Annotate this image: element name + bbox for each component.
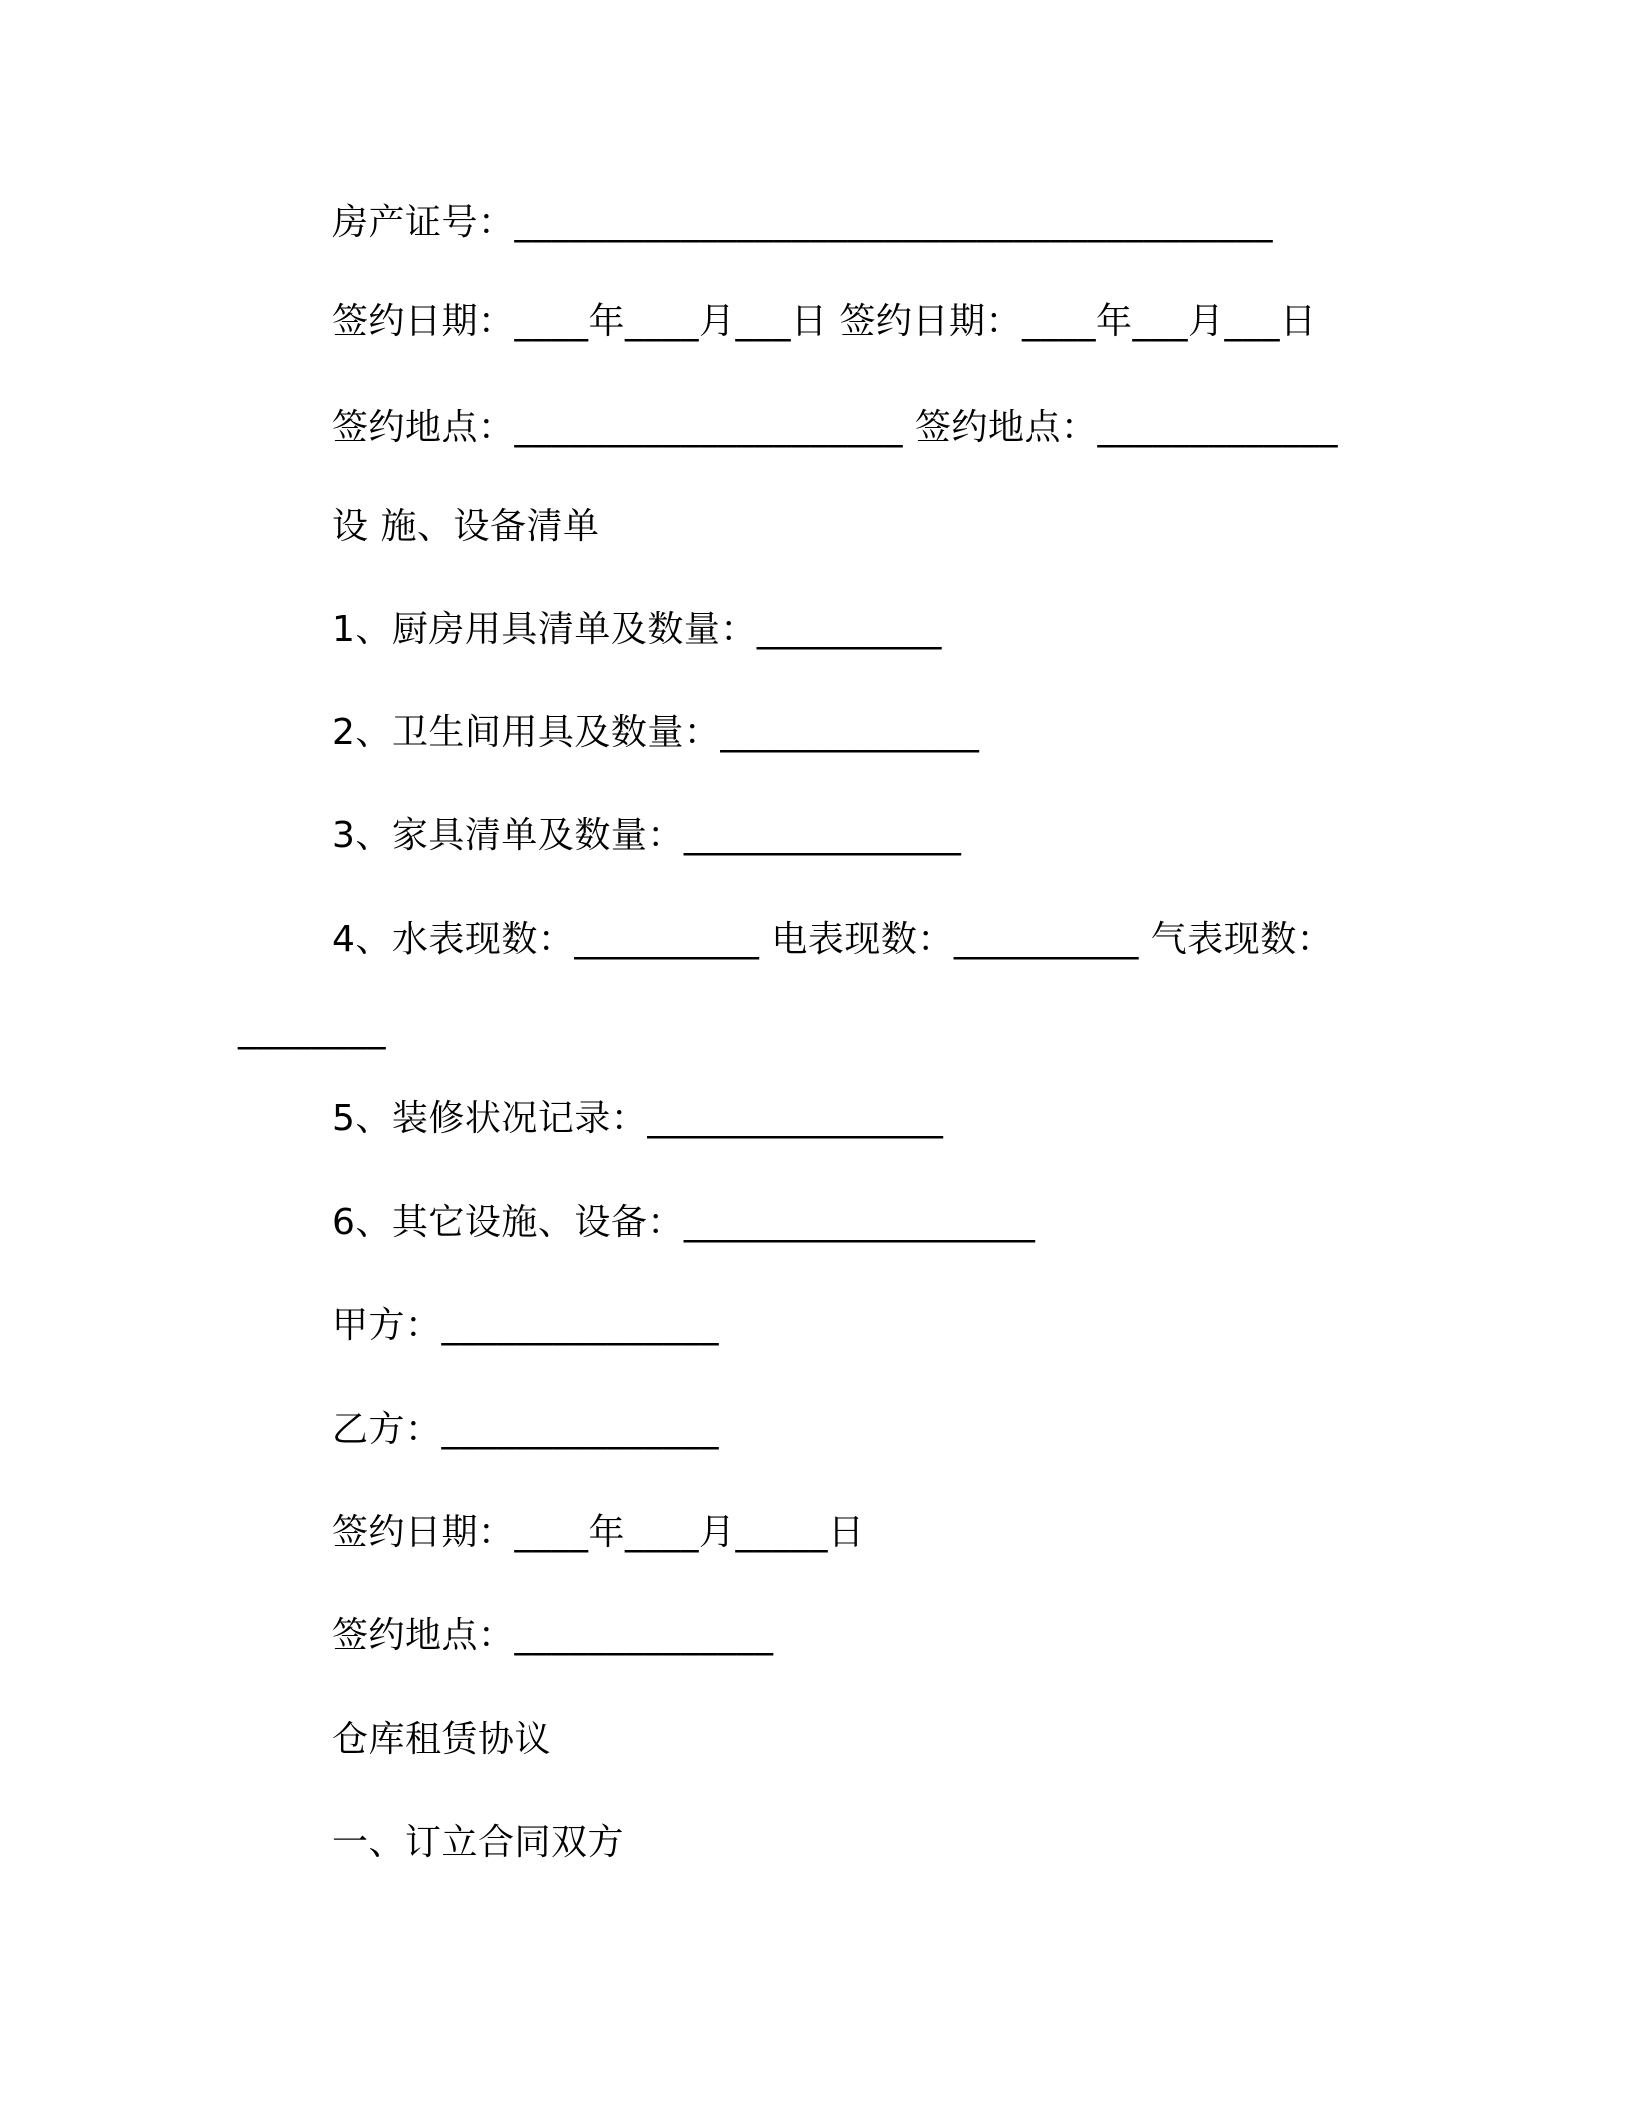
warehouse-lease-title: 仓库租赁协议 — [332, 1719, 552, 1760]
signing-date-line: 签约日期：____年____月___日 签约日期：____年___月___日 — [332, 301, 1317, 342]
furniture-list-line: 3、家具清单及数量：_______________ — [332, 815, 962, 856]
kitchen-items-line: 1、厨房用具清单及数量：__________ — [332, 609, 942, 650]
signing-location-line-2: 签约地点：______________ — [332, 1615, 774, 1656]
section-one-heading: 一、订立合同双方 — [332, 1822, 625, 1863]
signing-location-line: 签约地点：_____________________ 签约地点：_____________ — [332, 407, 1338, 448]
meter-readings-line: 4、水表现数：__________ 电表现数：__________ 气表现数： — [332, 919, 1334, 960]
property-certificate-number-line: 房产证号：_________________________________________ — [332, 202, 1274, 243]
bathroom-items-line: 2、卫生间用具及数量：______________ — [332, 712, 980, 753]
decoration-record-line: 5、装修状况记录：________________ — [332, 1098, 944, 1139]
other-facilities-line: 6、其它设施、设备：___________________ — [332, 1202, 1036, 1243]
meter-readings-continuation: ________ — [238, 1009, 386, 1050]
facilities-equipment-heading: 设 施、设备清单 — [332, 506, 600, 547]
signing-date-line-2: 签约日期：____年____月_____日 — [332, 1512, 865, 1553]
party-b-line: 乙方：_______________ — [332, 1409, 720, 1450]
party-a-line: 甲方：_______________ — [332, 1305, 720, 1346]
